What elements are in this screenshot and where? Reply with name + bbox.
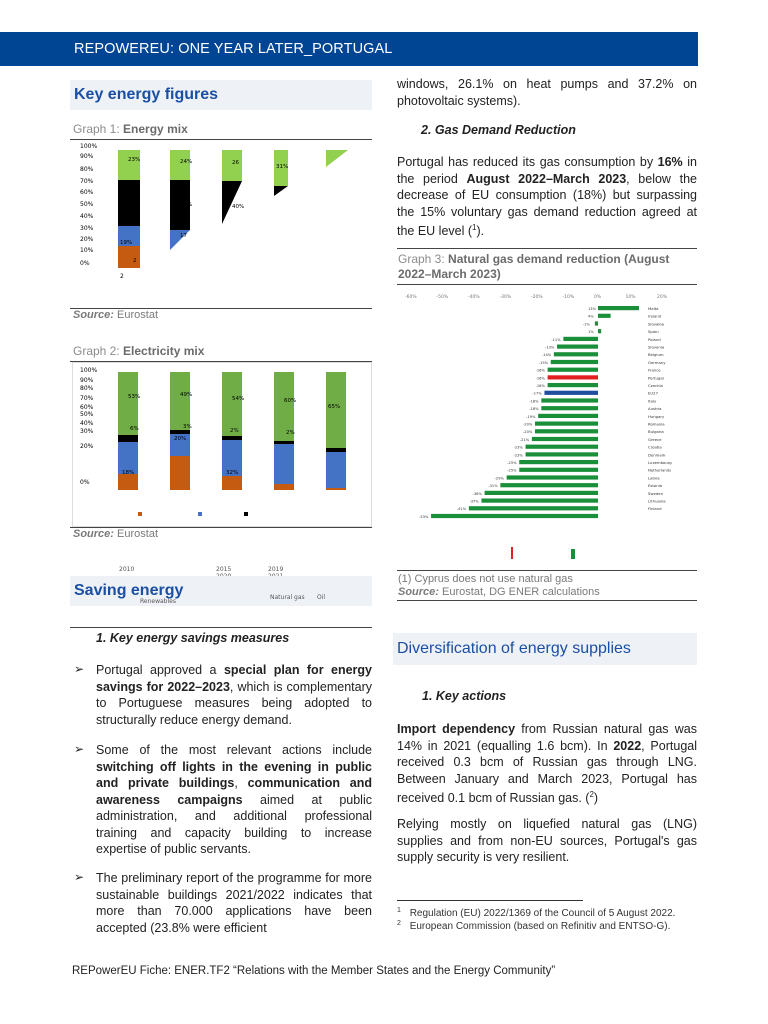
- source-text: Eurostat: [117, 309, 158, 321]
- lng-paragraph: Relying mostly on liquefied natural gas (LNG) supplies and from non-EU sources, Portugal's gas supply security is very resilient.: [397, 817, 697, 864]
- text: The preliminary report of the programme for more sustainable buildings 2021/2022 indicates that more than 70.000 applications have been accepted (23.8% were efficient: [96, 871, 372, 935]
- text: ,: [234, 776, 248, 790]
- bar-value-label: 3%: [183, 424, 192, 430]
- footnote-number: 1: [397, 907, 401, 914]
- bar-value-label: 4%: [588, 314, 594, 319]
- y-tick-label: 40%: [80, 420, 94, 427]
- arrow-bullet-icon: ➢: [74, 662, 85, 676]
- y-tick-label: 50%: [80, 201, 94, 208]
- bar-value-label: -16%: [535, 368, 545, 373]
- bar-value-label: -37%: [469, 499, 479, 504]
- y-tick-label: 90%: [80, 153, 94, 160]
- bar-value-label: 26: [232, 160, 239, 166]
- bar: [532, 437, 598, 441]
- country-label: Ireland: [648, 313, 662, 319]
- bar: [554, 352, 598, 356]
- graph2-source: [73, 528, 158, 540]
- legend-marker: [571, 549, 575, 559]
- footnote-number: 2: [397, 920, 401, 927]
- bullet-1: [74, 662, 372, 728]
- divider: [397, 600, 697, 601]
- x-tick-label: -20%: [531, 295, 543, 300]
- graph3-source: [398, 586, 600, 598]
- document-title: REPOWEREU: ONE YEAR LATER_PORTUGAL: [74, 41, 393, 57]
- legend-marker: [138, 512, 142, 516]
- bar-segment: [326, 488, 346, 490]
- graph3-name: Natural gas demand reduction (August 2022–March 2023): [398, 252, 670, 281]
- footnote-1: [397, 907, 697, 919]
- x-tick-label: -60%: [405, 295, 417, 300]
- electricity-mix-chart: [72, 362, 372, 527]
- text-bold: Import dependency: [397, 722, 516, 736]
- country-label: Austria: [648, 406, 662, 412]
- bullet-text: [96, 662, 372, 728]
- divider: [397, 284, 697, 285]
- bar-value-label: -53%: [419, 514, 429, 519]
- footnote-text: Regulation (EU) 2022/1369 of the Council of 5 August 2022.: [409, 908, 676, 920]
- continued-paragraph: windows, 26.1% on heat pumps and 37.2% on photovoltaic systems).: [397, 77, 697, 108]
- bar-segment: [118, 474, 138, 490]
- bar: [548, 375, 598, 379]
- country-label: Croatia: [648, 444, 662, 450]
- x-label-2010: 2010: [119, 566, 135, 573]
- country-label: Spain: [648, 329, 659, 335]
- bar: [469, 506, 598, 510]
- bar: [535, 422, 598, 426]
- bar: [548, 368, 598, 372]
- bar-value-label: 2: [133, 258, 137, 264]
- text: ): [593, 791, 599, 806]
- y-tick-label: 70%: [80, 178, 94, 185]
- page-footer: REPowerEU Fiche: ENER.TF2 “Relations with the Member States and the Energy Community”: [72, 965, 556, 977]
- text-bold: special plan for energy savings for 2022–2023: [96, 663, 372, 694]
- gas-demand-subheading: 2. Gas Demand Reduction: [421, 123, 576, 137]
- legend-marker: [244, 512, 248, 516]
- graph2-title: [73, 344, 204, 358]
- country-label: Finland: [648, 506, 662, 512]
- y-tick-label: 30%: [80, 428, 94, 435]
- bar-value-label: -1%: [582, 322, 590, 327]
- country-label: Luxembourg: [648, 460, 672, 465]
- text-bold: August 2022–March 2023: [466, 171, 627, 186]
- y-tick-label: 20%: [80, 443, 94, 450]
- bar: [541, 398, 598, 402]
- source-label: Source:: [73, 309, 114, 321]
- footnote-divider: [397, 900, 583, 901]
- text-bold: switching off lights in the evening in public and private buildings: [96, 759, 372, 790]
- text: from Russian natural gas was 14% in 2021 (equalling 1.6 bcm). In: [397, 722, 697, 753]
- bar-segment: [170, 430, 190, 434]
- y-tick-label: 40%: [80, 213, 94, 220]
- bar-value-label: 2%: [230, 428, 239, 434]
- source-text: Eurostat, DG ENER calculations: [442, 586, 600, 598]
- bar-value-label: 13%: [588, 307, 596, 311]
- bar-segment: [118, 150, 140, 180]
- x-label-2019: 2019: [268, 566, 284, 573]
- bar: [563, 337, 598, 341]
- x-tick-label: 10%: [625, 295, 636, 300]
- bar: [551, 360, 598, 364]
- saving-energy-title: Saving energy: [74, 582, 184, 599]
- bar: [526, 445, 598, 449]
- x-tick-label: -10%: [562, 295, 575, 300]
- y-tick-label: 80%: [80, 166, 94, 173]
- import-paragraph: [397, 721, 697, 807]
- bar-value-label: 54%: [232, 396, 245, 402]
- key-actions-subheading: 1. Key actions: [422, 689, 507, 703]
- y-tick-label: 50%: [80, 411, 94, 418]
- bar: [526, 452, 598, 456]
- saving-energy-heading: [70, 576, 372, 606]
- country-label: Bulgaria: [648, 429, 664, 435]
- bar-value-label: -14%: [541, 353, 552, 358]
- bar-value-label: 24%: [180, 159, 193, 165]
- bar: [544, 391, 598, 395]
- diversification-title: Diversification of energy supplies: [397, 640, 631, 657]
- country-label: Estonia: [648, 483, 662, 489]
- graph1-prefix: Graph 1:: [73, 122, 120, 136]
- graph1-name: Energy mix: [123, 122, 188, 136]
- header-bar: [0, 32, 698, 66]
- bar: [431, 514, 598, 518]
- x-tick-label: -40%: [468, 295, 480, 300]
- x-tick-label: -30%: [499, 295, 512, 300]
- bar-value-label: 53%: [128, 394, 141, 400]
- bar-value-label: -13%: [545, 345, 555, 350]
- x-category-label: 2: [120, 273, 124, 280]
- country-label: Hungary: [648, 413, 665, 419]
- gas-demand-paragraph: [397, 154, 697, 240]
- legend-label: Oil: [317, 594, 326, 601]
- bar-value-label: -18%: [529, 399, 539, 404]
- text: aimed at public administration, and additional professional training and capacity building to increase expertise of public servants.: [96, 792, 372, 856]
- legend-label: Natural gas: [270, 594, 305, 601]
- bar-value-label: 18%: [122, 470, 135, 476]
- bar: [598, 306, 639, 310]
- graph3-prefix: Graph 3:: [398, 252, 445, 266]
- bar-segment: [274, 441, 294, 444]
- bar: [519, 468, 598, 472]
- bar: [535, 429, 598, 433]
- bar: [598, 314, 611, 318]
- bar-segment: [326, 372, 346, 448]
- source-label: Source:: [398, 586, 439, 598]
- text: , Portugal received 0.3 bcm of Russian gas through LNG. Between January and March 2023, Portugal has received 0.1 bcm of Russian gas. (: [397, 738, 697, 806]
- y-tick-label: 80%: [80, 385, 94, 392]
- y-tick-label: 100%: [80, 143, 98, 150]
- country-label: Netherlands: [648, 467, 672, 473]
- bar-value-label: -17%: [532, 391, 542, 396]
- gas-demand-chart: [398, 288, 696, 570]
- country-label: Denmark: [648, 452, 666, 458]
- y-tick-label: 0%: [80, 479, 90, 486]
- diversification-heading: [393, 633, 697, 665]
- y-tick-label: 70%: [80, 395, 94, 402]
- energy-mix-chart: [72, 140, 372, 308]
- bar: [485, 491, 598, 495]
- y-tick-label: 20%: [80, 236, 94, 243]
- key-figures-heading: [70, 80, 372, 110]
- y-tick-label: 30%: [80, 225, 94, 232]
- bar-segment: [222, 436, 242, 440]
- graph2-name: Electricity mix: [123, 344, 205, 358]
- bar-segment: [170, 372, 193, 430]
- country-label: Germany: [648, 359, 666, 365]
- bar: [598, 329, 601, 333]
- bar-segment: [118, 180, 140, 226]
- bullet-3: [74, 870, 372, 936]
- bar-segment: [274, 186, 288, 196]
- x-tick-label: 20%: [657, 295, 668, 300]
- footnote-ref[interactable]: 1: [472, 223, 477, 232]
- y-tick-label: 60%: [80, 189, 94, 196]
- bar: [500, 483, 598, 487]
- bullet-text: [96, 870, 372, 936]
- bar-value-label: 20%: [174, 436, 187, 442]
- country-label: Romania: [648, 421, 665, 427]
- bar-value-label: 32%: [226, 470, 239, 476]
- country-label: Czechia: [648, 383, 663, 388]
- bar-value-label: 6%: [130, 426, 139, 432]
- bar-value-label: 19%: [120, 240, 133, 246]
- bar-value-label: 51%: [120, 204, 133, 210]
- bar-value-label: 31%: [276, 164, 289, 170]
- bar-value-label: -25%: [507, 468, 517, 473]
- bar-value-label: -11%: [551, 337, 561, 342]
- bar-value-label: -41%: [456, 507, 467, 512]
- bar: [538, 414, 598, 418]
- bar-segment: [118, 246, 140, 268]
- bar-segment: [170, 150, 193, 180]
- footnote-text: European Commission (based on Refinitiv and ENTSO-G).: [409, 921, 671, 933]
- country-label: Italy: [648, 398, 657, 404]
- y-tick-label: 90%: [80, 377, 94, 384]
- bar-value-label: -23%: [513, 453, 523, 458]
- bar-segment: [222, 476, 242, 490]
- legend-marker: [198, 512, 202, 516]
- y-tick-label: 100%: [80, 367, 98, 374]
- bar-value-label: -20%: [523, 430, 533, 435]
- text: , which is complementary to Portuguese measures being adopted to structurally reduce energy demand.: [96, 679, 372, 727]
- bar-value-label: -15%: [538, 360, 549, 365]
- source-label: Source:: [73, 528, 114, 540]
- country-label: Slovenia: [648, 344, 665, 350]
- footnote-ref[interactable]: 2: [589, 790, 594, 799]
- country-label: Poland: [648, 336, 661, 342]
- bar-segment: [222, 181, 245, 224]
- x-label-2015: 2015: [216, 566, 232, 573]
- country-label: Sweden: [648, 490, 664, 496]
- text-bold: communication and awareness campaigns: [96, 776, 372, 807]
- bar-value-label: -18%: [529, 407, 539, 412]
- graph2-prefix: Graph 2:: [73, 344, 120, 358]
- bar-segment: [326, 150, 348, 167]
- bar-value-label: -16%: [535, 376, 545, 381]
- bullet-text: [96, 742, 372, 858]
- bar-value-label: 60%: [284, 398, 297, 404]
- bar-segment: [222, 372, 245, 436]
- bar-value-label: -25%: [507, 461, 517, 465]
- country-label: Slovakia: [648, 321, 664, 327]
- y-tick-label: 10%: [80, 247, 94, 254]
- bar-value-label: 49%: [180, 392, 193, 398]
- y-tick-label: 0%: [80, 260, 90, 267]
- legend-label: Renewables: [140, 598, 176, 605]
- bar-value-label: 2%: [286, 430, 295, 436]
- text: ).: [476, 224, 485, 239]
- bar-segment: [274, 484, 294, 490]
- graph3-note: (1) Cyprus does not use natural gas: [398, 573, 573, 585]
- bar-segment: [118, 435, 138, 442]
- bar: [595, 321, 598, 325]
- graph3-title: [398, 252, 696, 282]
- bar-value-label: 1%: [588, 330, 594, 335]
- bar-value-label: 23%: [128, 157, 141, 163]
- bar-value-label: -19%: [526, 414, 536, 419]
- bar: [557, 345, 598, 349]
- bar-value-label: 17: [180, 233, 187, 239]
- graph1-title: [73, 122, 188, 136]
- bar: [507, 475, 598, 479]
- bar-value-label: -20%: [523, 422, 533, 427]
- bar-value-label: 40%: [232, 204, 245, 210]
- arrow-bullet-icon: ➢: [74, 742, 85, 756]
- legend-marker: [511, 547, 513, 559]
- text-bold: 2022: [613, 738, 642, 753]
- source-text: Eurostat: [117, 528, 158, 540]
- bar-segment: [274, 444, 294, 484]
- bar-value-label: -23%: [513, 445, 523, 450]
- text-bold: 16%: [657, 155, 683, 169]
- bar-value-label: -36%: [472, 491, 482, 496]
- x-tick-label: -50%: [436, 295, 449, 300]
- divider: [397, 248, 697, 249]
- bar-segment: [326, 452, 346, 488]
- country-label: Latvia: [648, 475, 660, 481]
- y-tick-label: 60%: [80, 404, 94, 411]
- bar-value-label: -16%: [535, 384, 545, 388]
- country-label: Malta: [648, 306, 659, 311]
- x-tick-label: 0%: [594, 295, 602, 300]
- savings-subheading: 1. Key energy savings measures: [96, 631, 290, 645]
- country-label: Lithuania: [648, 498, 666, 504]
- country-label: Belgium: [648, 352, 664, 358]
- text: Portugal has reduced its gas consumption by: [397, 155, 658, 169]
- divider: [397, 570, 697, 571]
- country-label: Portugal: [648, 375, 664, 381]
- footnote-2: [397, 920, 697, 932]
- bar: [548, 383, 598, 387]
- country-label: EU27: [648, 390, 659, 396]
- key-figures-title: Key energy figures: [74, 86, 219, 103]
- bar-segment: [326, 448, 346, 452]
- bar-segment: [170, 456, 190, 490]
- arrow-bullet-icon: ➢: [74, 870, 85, 884]
- text: Portugal approved a: [96, 663, 224, 677]
- country-label: Greece: [648, 436, 662, 442]
- bar-value-label: 65%: [328, 404, 341, 410]
- bar-value-label: -31%: [488, 484, 498, 489]
- bar-value-label: -29%: [494, 476, 504, 481]
- bar-value-label: 44%: [180, 202, 193, 208]
- text: , below the decrease of EU consumption (18%) but surpassing the 15% voluntary gas demand reduction agreed at the EU level (: [397, 171, 697, 239]
- country-label: France: [648, 367, 661, 373]
- graph1-source: [73, 309, 158, 321]
- text: in the period: [397, 155, 697, 186]
- text: Some of the most relevant actions include: [96, 743, 372, 757]
- divider: [70, 627, 372, 628]
- bar: [541, 406, 598, 410]
- bullet-2: [74, 742, 372, 858]
- bar: [481, 499, 598, 503]
- bar-value-label: -21%: [519, 437, 530, 442]
- bar: [519, 460, 598, 464]
